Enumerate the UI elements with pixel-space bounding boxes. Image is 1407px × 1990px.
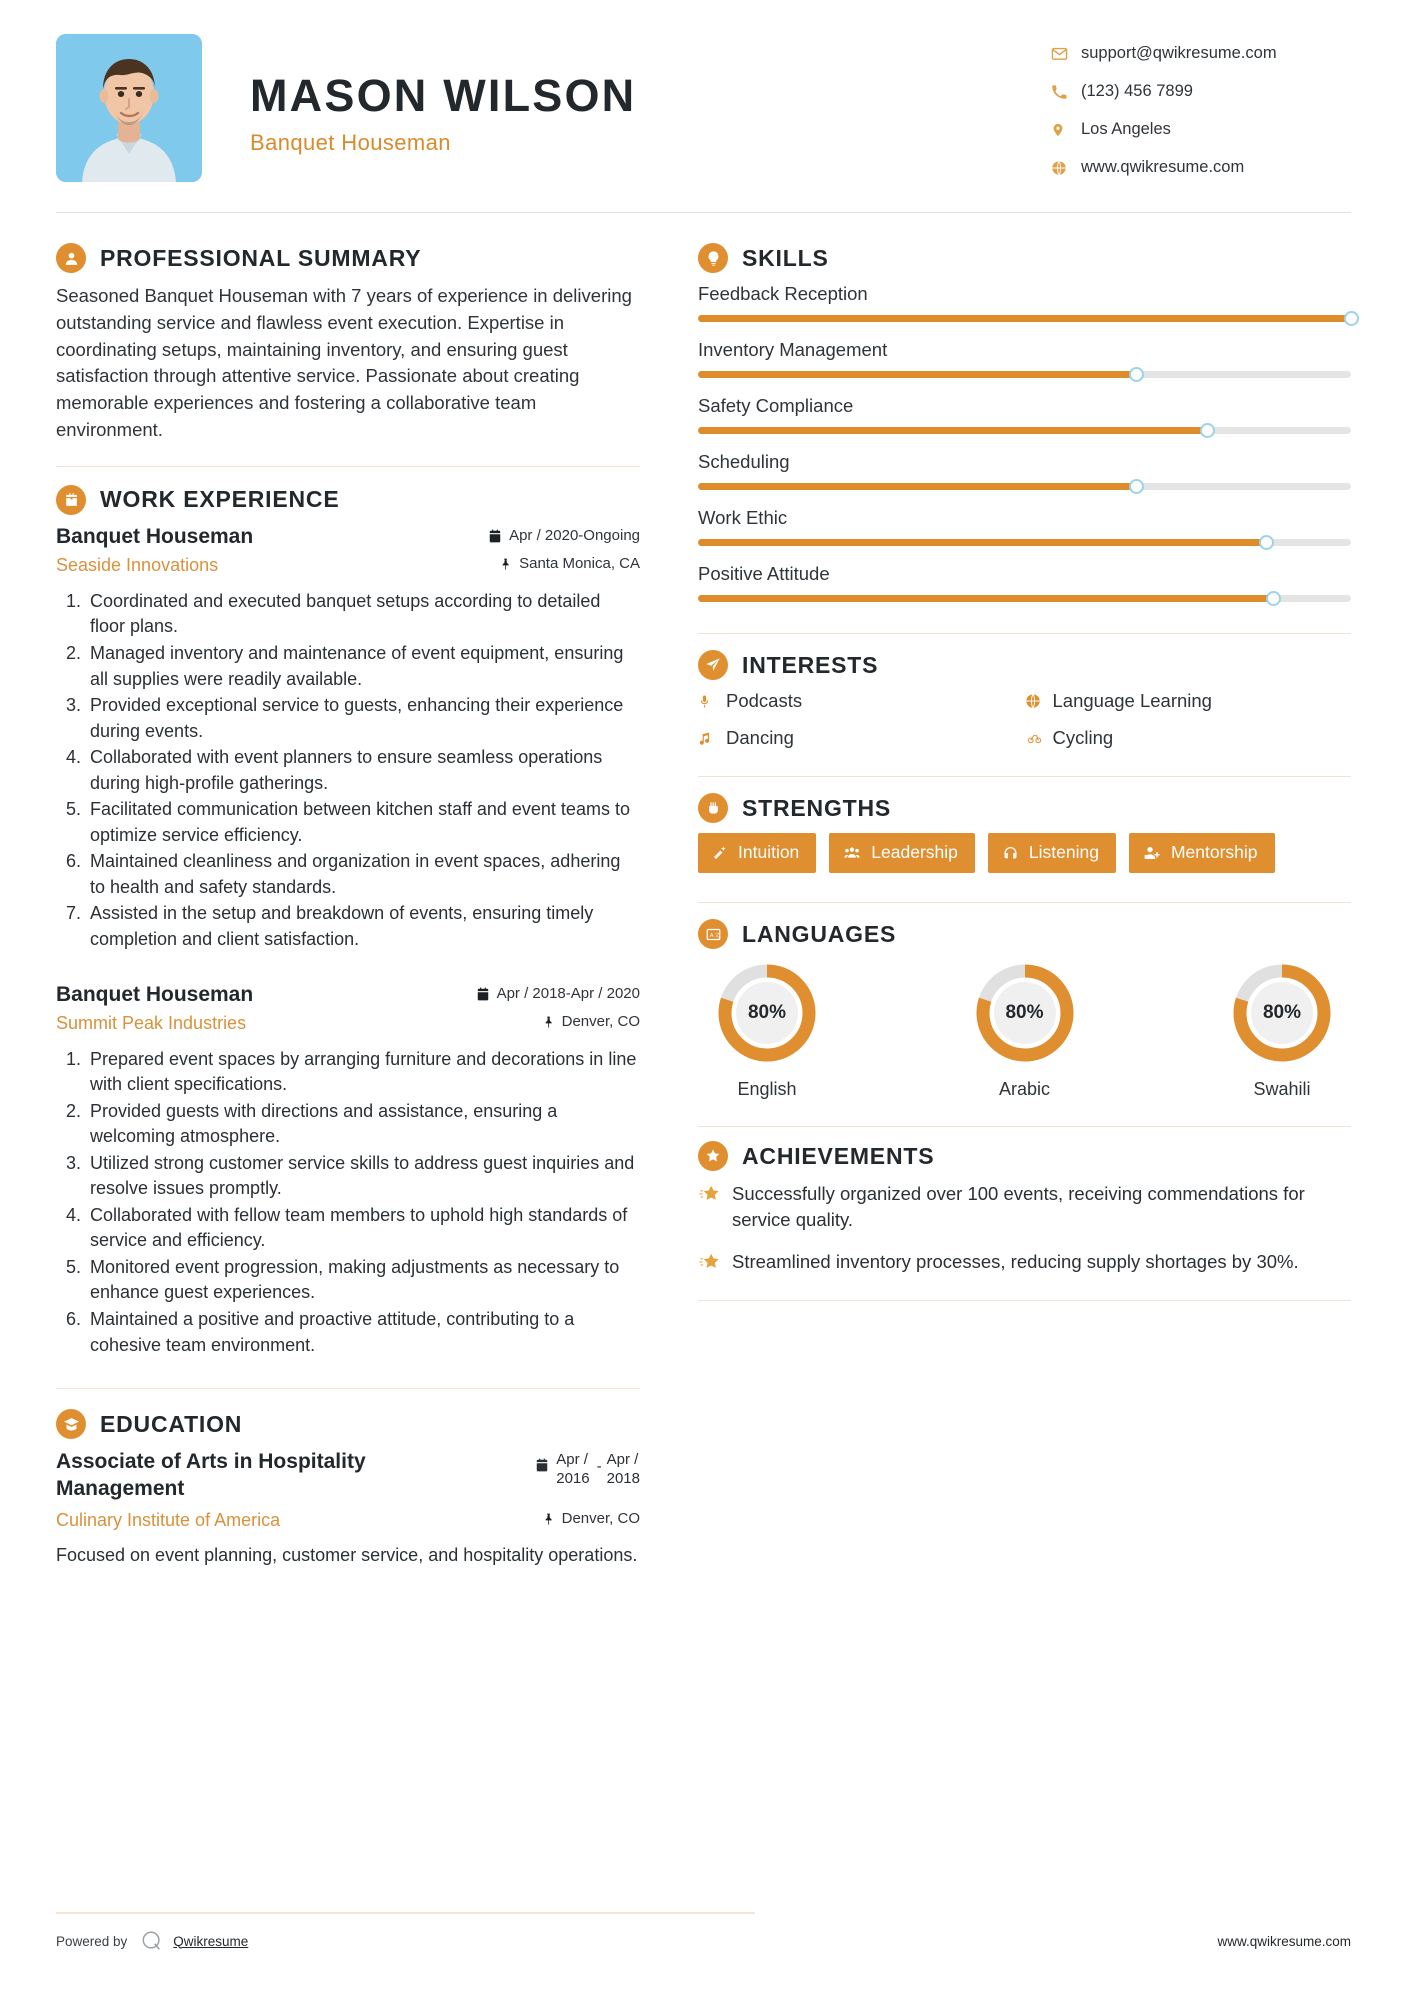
- education-end-month: Apr /: [606, 1451, 639, 1469]
- job-bullet: 4. Collaborated with event planners to ensure seamless operations during high-profile gatherings.: [86, 745, 640, 796]
- language-percent: 80%: [1005, 1002, 1044, 1023]
- education-degree: Associate of Arts in Hospitality Management: [56, 1450, 366, 1500]
- section-title: WORK EXPERIENCE: [100, 486, 340, 513]
- location-pin-icon: [1051, 121, 1077, 139]
- section-divider: [698, 1126, 1351, 1127]
- graduation-circle-icon: [56, 1409, 86, 1439]
- language-donut-chart: [973, 961, 1077, 1065]
- interest-label: Cycling: [1052, 727, 1114, 748]
- education-start-date: [556, 1451, 589, 1489]
- job-title: Banquet Houseman: [56, 982, 254, 1006]
- section-education-header: [56, 1409, 640, 1439]
- skill-bar-fill: [698, 315, 1351, 322]
- section-divider: [698, 776, 1351, 777]
- music-note-icon: [698, 730, 726, 747]
- skill-bar-knob[interactable]: [1129, 479, 1144, 494]
- contact-phone[interactable]: [1051, 82, 1339, 101]
- education-description: Focused on event planning, customer service, and hospitality operations.: [56, 1544, 638, 1565]
- achievement-text: Streamlined inventory processes, reducing supply shortages by 30%.: [732, 1250, 1299, 1272]
- section-work-experience-header: [56, 485, 640, 515]
- work-entry: [56, 525, 640, 953]
- strength-tag[interactable]: [988, 833, 1116, 873]
- section-divider: [698, 902, 1351, 903]
- headphones-icon: [1002, 845, 1019, 861]
- interest-item: [1025, 690, 1352, 712]
- job-bullet: 1. Coordinated and executed banquet setups according to detailed floor plans.: [86, 589, 640, 640]
- job-bullets: [56, 589, 640, 953]
- skill-bar-knob[interactable]: [1259, 535, 1274, 550]
- job-bullet: 3. Provided exceptional service to guests, enhancing their experience during events.: [86, 693, 640, 744]
- strength-tag[interactable]: [829, 833, 975, 873]
- section-title: ACHIEVEMENTS: [742, 1142, 935, 1169]
- job-bullet: 5. Facilitated communication between kitchen staff and event teams to optimize service efficiency.: [86, 797, 640, 848]
- profile-photo: [56, 34, 202, 182]
- section-title: LANGUAGES: [742, 920, 897, 947]
- contact-email-text: support@qwikresume.com: [1081, 44, 1277, 62]
- section-achievements-header: [698, 1141, 1351, 1171]
- language-name: English: [737, 1079, 797, 1099]
- education-school: Culinary Institute of America: [56, 1509, 281, 1530]
- achievement-item: [698, 1249, 1351, 1278]
- contact-location-text: Los Angeles: [1081, 120, 1171, 138]
- microphone-icon: [698, 693, 726, 710]
- strength-tag[interactable]: [698, 833, 816, 873]
- education-dates: [535, 1449, 640, 1489]
- interest-item: [698, 727, 1025, 749]
- column-gap: [664, 237, 698, 1568]
- resume-body: [56, 213, 1351, 1568]
- star-icon: [698, 1181, 732, 1233]
- skill-bar[interactable]: [698, 370, 1351, 379]
- skill-bar-fill: [698, 371, 1136, 378]
- skill-bar-fill: [698, 595, 1273, 602]
- contact-location: [1051, 120, 1339, 139]
- user-plus-icon: [1143, 845, 1161, 861]
- section-skills-header: [698, 243, 1351, 273]
- globe-icon: [1051, 160, 1077, 176]
- language-item: [702, 961, 832, 1100]
- skill-bar-fill: [698, 483, 1136, 490]
- language-percent: 80%: [1262, 1002, 1302, 1023]
- envelope-icon: [1051, 45, 1077, 62]
- candidate-name: MASON WILSON: [250, 70, 637, 121]
- skill-bar[interactable]: [698, 594, 1351, 603]
- job-bullets: [56, 1047, 640, 1359]
- interest-label: Dancing: [726, 727, 794, 748]
- skill-item: [698, 451, 1351, 491]
- skill-bar[interactable]: [698, 482, 1351, 491]
- translate-circle-icon: [698, 919, 728, 949]
- interest-label: Language Learning: [1052, 690, 1212, 711]
- skill-item: [698, 283, 1351, 323]
- job-bullet: 3. Utilized strong customer service skills to address guest inquiries and resolve issues promptly.: [86, 1151, 640, 1202]
- calendar-icon: [535, 1451, 549, 1476]
- language-name: Arabic: [998, 1079, 1051, 1099]
- briefcase-circle-icon: [56, 485, 86, 515]
- section-professional-summary-header: [56, 243, 640, 273]
- education-start-month: Apr /: [556, 1451, 588, 1469]
- qwikresume-logo-icon: [141, 1930, 163, 1952]
- skill-bar-fill: [698, 427, 1207, 434]
- work-entry: [56, 983, 640, 1359]
- lightbulb-circle-icon: [698, 243, 728, 273]
- job-bullet: 7. Assisted in the setup and breakdown of events, ensuring timely completion and client satisfaction.: [86, 901, 640, 952]
- resume-header: [56, 0, 1351, 212]
- strength-label: Mentorship: [1170, 842, 1258, 862]
- section-title: EDUCATION: [100, 1410, 243, 1437]
- calendar-icon: [476, 987, 490, 1001]
- job-bullet: 4. Collaborated with fellow team members to uphold high standards of service and efficiency.: [86, 1203, 640, 1254]
- job-location: [499, 555, 640, 572]
- contact-website-text: www.qwikresume.com: [1081, 158, 1245, 176]
- skill-item: [698, 395, 1351, 435]
- education-location-text: Denver, CO: [561, 1510, 640, 1528]
- job-bullet: 5. Monitored event progression, making adjustments as necessary to enhance guest experiences.: [86, 1255, 640, 1306]
- education-end-date: [607, 1451, 640, 1489]
- job-location: [542, 1013, 640, 1030]
- skill-item: [698, 563, 1351, 603]
- interest-item: [1025, 727, 1352, 749]
- job-dates: [488, 527, 640, 544]
- svg-text:A: A: [709, 932, 713, 939]
- section-divider: [698, 633, 1351, 634]
- section-divider: [56, 466, 640, 467]
- skill-item: [698, 507, 1351, 547]
- left-column: [56, 237, 664, 1568]
- fist-circle-icon: [698, 793, 728, 823]
- interests-grid: [698, 690, 1351, 764]
- job-bullet: 6. Maintained cleanliness and organization in event spaces, adhering to health and safety standards.: [86, 849, 640, 900]
- award-circle-icon: [698, 1141, 728, 1171]
- job-company: Seaside Innovations: [56, 554, 219, 575]
- candidate-role: Banquet Houseman: [250, 130, 451, 156]
- skill-bar[interactable]: [698, 538, 1351, 547]
- pin-icon: [542, 1512, 555, 1526]
- language-donut-chart: [715, 961, 819, 1065]
- skill-bar[interactable]: [698, 426, 1351, 435]
- job-dates: [476, 985, 640, 1002]
- skill-label: Safety Compliance: [698, 395, 854, 416]
- language-item: [960, 961, 1090, 1100]
- contact-phone-text: (123) 456 7899: [1081, 82, 1193, 100]
- pin-icon: [542, 1015, 555, 1029]
- contact-website[interactable]: [1051, 158, 1339, 177]
- skill-label: Feedback Reception: [698, 283, 868, 304]
- strength-tag[interactable]: [1129, 833, 1275, 873]
- skill-bar-knob[interactable]: [1129, 367, 1144, 382]
- skill-label: Inventory Management: [698, 339, 888, 360]
- svg-text:文: 文: [713, 932, 720, 939]
- calendar-icon: [488, 529, 502, 543]
- language-percent: 80%: [747, 1002, 787, 1023]
- section-languages-header: [698, 919, 1351, 949]
- education-entry: [56, 1449, 640, 1568]
- powered-by-label: Powered by: [56, 1933, 128, 1949]
- language-donut-chart: [1230, 961, 1334, 1065]
- interest-label: Podcasts: [726, 690, 803, 711]
- job-company: Summit Peak Industries: [56, 1012, 247, 1033]
- summary-text: Seasoned Banquet Houseman with 7 years of experience in delivering outstanding service and flawless event execution. Expertise in coordinating setups, maintaining inventory, and ensuring guest satisfaction through attentive service. Passionate about creating memorable experiences and fostering a collaborative team environment.: [56, 285, 632, 441]
- skill-bar-fill: [698, 539, 1266, 546]
- skill-item: [698, 339, 1351, 379]
- star-icon: [698, 1249, 732, 1278]
- contact-list: [1051, 34, 1351, 196]
- skill-bar[interactable]: [698, 314, 1351, 323]
- footer-website: www.qwikresume.com: [1217, 1933, 1351, 1949]
- skill-bar-knob[interactable]: [1200, 423, 1215, 438]
- job-bullet: 1. Prepared event spaces by arranging furniture and decorations in line with client specifications.: [86, 1047, 640, 1098]
- name-block: [202, 34, 1051, 156]
- bicycle-icon: [1025, 731, 1053, 745]
- skill-bar-knob[interactable]: [1344, 311, 1359, 326]
- contact-email[interactable]: [1051, 44, 1339, 63]
- strength-label: Leadership: [871, 842, 958, 862]
- resume-footer: [56, 1912, 1351, 1952]
- skill-label: Positive Attitude: [698, 563, 830, 584]
- section-strengths-header: [698, 793, 1351, 823]
- job-dates-text: Apr / 2018-Apr / 2020: [496, 985, 640, 1003]
- achievement-text: Successfully organized over 100 events, receiving commendations for service quality.: [732, 1183, 1305, 1230]
- date-range-dash: -: [596, 1458, 602, 1476]
- section-interests-header: [698, 650, 1351, 680]
- job-location-text: Santa Monica, CA: [519, 555, 640, 573]
- job-dates-text: Apr / 2020-Ongoing: [509, 527, 640, 545]
- job-bullet: 2. Provided guests with directions and assistance, ensuring a welcoming atmosphere.: [86, 1099, 640, 1150]
- job-bullet: 6. Maintained a positive and proactive attitude, contributing to a cohesive team environment.: [86, 1307, 640, 1358]
- users-group-icon: [843, 845, 861, 861]
- right-column: [698, 237, 1351, 1568]
- phone-icon: [1051, 84, 1077, 100]
- language-name: Swahili: [1253, 1079, 1311, 1099]
- powered-by-block: [56, 1930, 248, 1952]
- education-end-year: 2018: [606, 1469, 640, 1487]
- strength-label: Listening: [1028, 842, 1099, 862]
- job-location-text: Denver, CO: [561, 1013, 640, 1031]
- skill-bar-knob[interactable]: [1266, 591, 1281, 606]
- section-title: SKILLS: [742, 244, 829, 271]
- languages-list: [698, 961, 1351, 1100]
- magic-wand-icon: [712, 845, 728, 861]
- job-title: Banquet Houseman: [56, 524, 254, 548]
- skill-label: Work Ethic: [698, 507, 788, 528]
- section-divider: [698, 1300, 1351, 1301]
- section-title: STRENGTHS: [742, 794, 892, 821]
- section-title: INTERESTS: [742, 651, 879, 678]
- interest-item: [698, 690, 1025, 712]
- qwikresume-link[interactable]: Qwikresume: [173, 1933, 249, 1949]
- language-item: [1217, 961, 1347, 1100]
- achievement-item: [698, 1181, 1351, 1233]
- strengths-tags: [698, 833, 1351, 886]
- job-bullet: 2. Managed inventory and maintenance of event equipment, ensuring all supplies were readily available.: [86, 641, 640, 692]
- section-title: PROFESSIONAL SUMMARY: [100, 244, 422, 271]
- globe-icon: [1025, 693, 1053, 709]
- strength-label: Intuition: [738, 842, 800, 862]
- education-location: [542, 1510, 640, 1527]
- pin-icon: [499, 557, 512, 571]
- skill-label: Scheduling: [698, 451, 790, 472]
- person-circle-icon: [56, 243, 86, 273]
- paper-plane-circle-icon: [698, 650, 728, 680]
- section-divider: [56, 1388, 640, 1389]
- education-start-year: 2016: [556, 1469, 590, 1487]
